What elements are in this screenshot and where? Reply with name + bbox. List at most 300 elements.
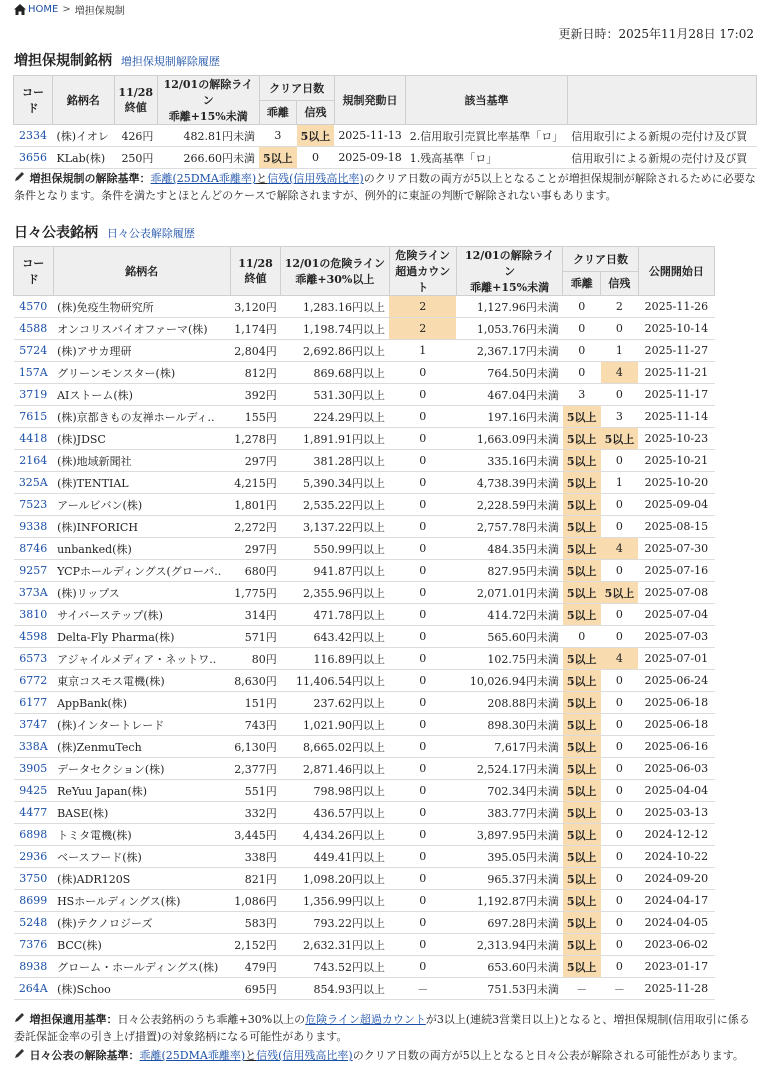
release-line: 7,617円未満: [456, 736, 563, 758]
kairi-link[interactable]: 乖離(25DMA乖離率): [139, 1049, 246, 1062]
col-shinzan: 信残: [297, 100, 335, 125]
release-line: 898.30円未満: [456, 714, 563, 736]
danger-line: 798.98円以上: [281, 780, 389, 802]
danger-line: 8,665.02円以上: [281, 736, 389, 758]
release-line: 764.50円未満: [456, 362, 563, 384]
close-price: 332円: [230, 802, 281, 824]
breadcrumb: [14, 2, 125, 17]
danger-line: 5,390.34円以上: [281, 472, 389, 494]
kairi-days: 5以上: [563, 472, 601, 494]
danger-count: 0: [389, 780, 456, 802]
shinzan-days: 0: [601, 758, 639, 780]
stock-code-link[interactable]: 157A: [14, 362, 54, 384]
start-date: 2025-11-21: [638, 362, 714, 384]
kairi-days: 5以上: [563, 780, 601, 802]
stock-code-link[interactable]: 2164: [14, 450, 54, 472]
table-row: [14, 494, 715, 516]
danger-count: 0: [389, 912, 456, 934]
col-description: [567, 76, 756, 125]
close-price: 821円: [230, 868, 281, 890]
danger-line: 237.62円以上: [281, 692, 389, 714]
table-row: [14, 626, 715, 648]
breadcrumb-current: 増担保規制: [74, 6, 125, 17]
stock-code-link[interactable]: 9257: [14, 560, 54, 582]
start-date: 2025-06-18: [638, 714, 714, 736]
danger-count: 2: [389, 296, 456, 318]
updated-timestamp: 更新日時：2025年11月28日 17:02: [558, 27, 754, 41]
start-date: 2025-07-30: [638, 538, 714, 560]
stock-code-link[interactable]: 3750: [14, 868, 54, 890]
table-row: [14, 648, 715, 670]
danger-line: 1,283.16円以上: [281, 296, 389, 318]
kairi-days: 5以上: [563, 736, 601, 758]
stock-code-link[interactable]: 6573: [14, 648, 54, 670]
danger-line: 381.28円以上: [281, 450, 389, 472]
kairi-days: 0: [563, 626, 601, 648]
shinzan-days: 0: [601, 868, 639, 890]
col-danger-line: 12/01の危険ライン 乖離+30%以上: [281, 247, 389, 296]
kairi-days: 5以上: [563, 692, 601, 714]
stock-code-link[interactable]: 325A: [14, 472, 54, 494]
stock-name: ベースフード(株): [53, 846, 230, 868]
col-criteria: 該当基準: [406, 76, 568, 125]
table-row: [14, 604, 715, 626]
note-zotanpo-criteria: 増担保適用基準：日々公表銘柄のうち乖離+30%以上の危険ライン超過カウントが3以上(連続3営業日以上)となると、増担保規制(信用取引に係る委託保証金率の引き上げ措置)の対象銘柄になる可能性があります。: [14, 1013, 750, 1043]
danger-line: 436.57円以上: [281, 802, 389, 824]
col-name: 銘柄名: [52, 76, 114, 125]
shinzan-days: 0: [601, 846, 639, 868]
hibi-history-link[interactable]: 日々公表解除履歴: [106, 227, 195, 240]
danger-count: 0: [389, 758, 456, 780]
section-title-text: 日々公表銘柄: [14, 225, 98, 241]
release-line: 482.81円未満: [157, 125, 259, 147]
close-price: 250円: [114, 147, 157, 169]
breadcrumb-home-link[interactable]: HOME: [28, 4, 59, 15]
stock-code-link[interactable]: 3810: [14, 604, 54, 626]
shinzan-days: 0: [601, 890, 639, 912]
danger-line: 793.22円以上: [281, 912, 389, 934]
stock-code-link[interactable]: 4418: [14, 428, 54, 450]
stock-name: データセクション(株): [53, 758, 230, 780]
stock-code-link[interactable]: 9338: [14, 516, 54, 538]
stock-name: (株)ADR120S: [53, 868, 230, 890]
start-date: 2025-07-03: [638, 626, 714, 648]
danger-line: 4,434.26円以上: [281, 824, 389, 846]
danger-count: 0: [389, 934, 456, 956]
shinzan-days: 0: [297, 147, 335, 169]
danger-line: 941.87円以上: [281, 560, 389, 582]
danger-line: 449.41円以上: [281, 846, 389, 868]
table-row: [14, 978, 715, 1000]
criteria-description: 信用取引による新規の売付け及び買: [567, 125, 756, 147]
start-date: 2025-10-23: [638, 428, 714, 450]
start-date: 2024-09-20: [638, 868, 714, 890]
danger-line: 2,692.86円以上: [281, 340, 389, 362]
kairi-days: 5以上: [259, 147, 297, 169]
danger-count: 0: [389, 560, 456, 582]
shinzan-days: 0: [601, 516, 639, 538]
danger-line: 1,098.20円以上: [281, 868, 389, 890]
start-date: 2024-12-12: [638, 824, 714, 846]
close-price: 297円: [230, 538, 281, 560]
stock-code-link[interactable]: 6772: [14, 670, 54, 692]
stock-code-link[interactable]: 8938: [14, 956, 54, 978]
danger-line: 2,871.46円以上: [281, 758, 389, 780]
shinzan-days: 0: [601, 912, 639, 934]
stock-code-link[interactable]: 3905: [14, 758, 54, 780]
close-price: 392円: [230, 384, 281, 406]
stock-name: (株)ZenmuTech: [53, 736, 230, 758]
danger-count: 2: [389, 318, 456, 340]
shinzan-days: 5以上: [297, 125, 335, 147]
table-row: [14, 472, 715, 494]
release-line: 1,053.76円未満: [456, 318, 563, 340]
start-date: 2024-04-17: [638, 890, 714, 912]
kairi-days: 5以上: [563, 912, 601, 934]
pencil-icon: [14, 170, 26, 182]
danger-count: 0: [389, 516, 456, 538]
table-row: [14, 736, 715, 758]
shinzan-days: 1: [601, 472, 639, 494]
danger-count: 0: [389, 824, 456, 846]
start-date: 2025-09-18: [334, 147, 405, 169]
start-date: 2025-07-01: [638, 648, 714, 670]
stock-code-link[interactable]: 3747: [14, 714, 54, 736]
danger-count: 0: [389, 626, 456, 648]
start-date: 2025-11-13: [334, 125, 405, 147]
stock-name: アールビバン(株): [53, 494, 230, 516]
kairi-days: 5以上: [563, 494, 601, 516]
stock-code-link[interactable]: 5724: [14, 340, 54, 362]
close-price: 151円: [230, 692, 281, 714]
stock-code-link[interactable]: 4588: [14, 318, 54, 340]
kairi-days: 5以上: [563, 846, 601, 868]
breadcrumb-separator: >: [62, 4, 71, 15]
shinzan-days: 1: [601, 340, 639, 362]
shinzan-days: 5以上: [601, 582, 639, 604]
stock-code-link[interactable]: 7376: [14, 934, 54, 956]
col-clear-days: クリア日数: [563, 247, 638, 272]
stock-name: 東京コスモス電機(株): [53, 670, 230, 692]
danger-count: 0: [389, 472, 456, 494]
close-price: 1,801円: [230, 494, 281, 516]
danger-line: 1,021.90円以上: [281, 714, 389, 736]
start-date: 2025-07-16: [638, 560, 714, 582]
start-date: 2025-06-03: [638, 758, 714, 780]
shinzan-days: 0: [601, 780, 639, 802]
col-code: コード: [14, 247, 54, 296]
criteria: 1.残高基準「ロ」: [406, 147, 568, 169]
shinzan-days: 4: [601, 648, 639, 670]
shinzan-days: －: [601, 978, 639, 1000]
col-start-date: 規制発動日: [334, 76, 405, 125]
shinzan-days: 0: [601, 802, 639, 824]
kairi-days: 5以上: [563, 450, 601, 472]
stock-code-link[interactable]: 3656: [14, 147, 53, 169]
kairi-days: 0: [563, 362, 601, 384]
stock-code-link[interactable]: 5248: [14, 912, 54, 934]
release-line: 1,192.87円未満: [456, 890, 563, 912]
section-title-zotanpo: [14, 50, 220, 70]
shinzan-link[interactable]: 信残(信用残高比率): [256, 1049, 353, 1062]
kairi-days: 5以上: [563, 956, 601, 978]
release-line: 2,071.01円未満: [456, 582, 563, 604]
stock-code-link[interactable]: 8746: [14, 538, 54, 560]
danger-count: 0: [389, 450, 456, 472]
danger-count: 0: [389, 714, 456, 736]
stock-name: アジャイルメディア・ネットワ..: [53, 648, 230, 670]
danger-line: 11,406.54円以上: [281, 670, 389, 692]
release-line: 484.35円未満: [456, 538, 563, 560]
col-start-date: 公開開始日: [638, 247, 714, 296]
shinzan-days: 0: [601, 714, 639, 736]
table-row: [14, 516, 715, 538]
table-row: [14, 428, 715, 450]
stock-code-link[interactable]: 4570: [14, 296, 54, 318]
stock-code-link[interactable]: 4477: [14, 802, 54, 824]
stock-name: (株)京都きもの友禅ホールディ..: [53, 406, 230, 428]
stock-name: BASE(株): [53, 802, 230, 824]
danger-count: 0: [389, 802, 456, 824]
col-code: コード: [14, 76, 53, 125]
close-price: 6,130円: [230, 736, 281, 758]
shinzan-days: 0: [601, 670, 639, 692]
shinzan-days: 4: [601, 362, 639, 384]
stock-code-link[interactable]: 264A: [14, 978, 54, 1000]
kairi-days: 0: [563, 318, 601, 340]
kairi-days: 5以上: [563, 714, 601, 736]
close-price: 680円: [230, 560, 281, 582]
release-line: 1,127.96円未満: [456, 296, 563, 318]
start-date: 2025-04-04: [638, 780, 714, 802]
release-line: 102.75円未満: [456, 648, 563, 670]
danger-line: 3,137.22円以上: [281, 516, 389, 538]
danger-count: 0: [389, 736, 456, 758]
stock-name: ReYuu Japan(株): [53, 780, 230, 802]
start-date: 2025-11-27: [638, 340, 714, 362]
shinzan-days: 0: [601, 824, 639, 846]
release-line: 3,897.95円未満: [456, 824, 563, 846]
kairi-days: 5以上: [563, 406, 601, 428]
stock-name: (株)インタートレード: [53, 714, 230, 736]
danger-count: 0: [389, 846, 456, 868]
table-row: [14, 780, 715, 802]
kairi-days: 5以上: [563, 670, 601, 692]
start-date: 2025-06-18: [638, 692, 714, 714]
pencil-icon: [14, 1011, 26, 1023]
stock-code-link[interactable]: 7523: [14, 494, 54, 516]
stock-name: オンコリスバイオファーマ(株): [53, 318, 230, 340]
kairi-days: 5以上: [563, 934, 601, 956]
start-date: 2025-11-28: [638, 978, 714, 1000]
kairi-days: 5以上: [563, 604, 601, 626]
kairi-days: 5以上: [563, 868, 601, 890]
close-price: 1,086円: [230, 890, 281, 912]
danger-line: 1,198.74円以上: [281, 318, 389, 340]
kairi-days: 5以上: [563, 824, 601, 846]
stock-name: サイバーステップ(株): [53, 604, 230, 626]
stock-name: トミタ電機(株): [53, 824, 230, 846]
table-row: [14, 147, 757, 169]
shinzan-days: 0: [601, 384, 639, 406]
start-date: 2023-06-02: [638, 934, 714, 956]
kairi-days: 5以上: [563, 648, 601, 670]
table-row: [14, 692, 715, 714]
stock-name: YCPホールディングス(グローバ..: [53, 560, 230, 582]
close-price: 2,272円: [230, 516, 281, 538]
stock-code-link[interactable]: 8699: [14, 890, 54, 912]
col-release-line: 12/01の解除ライン 乖離+15%未満: [157, 76, 259, 125]
note-zotanpo-release: 増担保規制の解除基準：乖離(25DMA乖離率)と信残(信用残高比率)のクリア日数の両方が5以上となることが増担保規制が解除されるために必要な条件となります。条件を満たすとほとんどのケースで解除されますが、例外的に東証の判断で解除されない事もあります。: [14, 172, 756, 202]
pencil-icon: [14, 1047, 26, 1059]
danger-count: 0: [389, 428, 456, 450]
stock-code-link[interactable]: 2334: [14, 125, 53, 147]
col-release-line: 12/01の解除ライン 乖離+15%未満: [456, 247, 563, 296]
hibi-table: [13, 246, 715, 1000]
table-row: [14, 912, 715, 934]
shinzan-days: 2: [601, 296, 639, 318]
stock-code-link[interactable]: 9425: [14, 780, 54, 802]
close-price: 426円: [114, 125, 157, 147]
danger-count: 0: [389, 494, 456, 516]
kairi-days: 0: [563, 340, 601, 362]
start-date: 2025-09-04: [638, 494, 714, 516]
table-row: [14, 318, 715, 340]
table-row: [14, 296, 715, 318]
danger-count: 0: [389, 648, 456, 670]
close-price: 155円: [230, 406, 281, 428]
release-line: 1,663.09円未満: [456, 428, 563, 450]
release-line: 208.88円未満: [456, 692, 563, 714]
shinzan-days: 0: [601, 692, 639, 714]
table-row: [14, 362, 715, 384]
table-row: [14, 824, 715, 846]
start-date: 2025-06-16: [638, 736, 714, 758]
close-price: 479円: [230, 956, 281, 978]
table-row: [14, 802, 715, 824]
danger-count: 0: [389, 670, 456, 692]
stock-name: unbanked(株): [53, 538, 230, 560]
stock-name: グローム・ホールディングス(株): [53, 956, 230, 978]
stock-code-link[interactable]: 7615: [14, 406, 54, 428]
danger-line: 116.89円以上: [281, 648, 389, 670]
release-line: 2,367.17円未満: [456, 340, 563, 362]
close-price: 1,775円: [230, 582, 281, 604]
start-date: 2025-08-15: [638, 516, 714, 538]
danger-line: 643.42円以上: [281, 626, 389, 648]
col-name: 銘柄名: [53, 247, 230, 296]
danger-count: 0: [389, 692, 456, 714]
kairi-days: 3: [563, 384, 601, 406]
table-row: [14, 956, 715, 978]
stock-name: KLab(株): [52, 147, 114, 169]
release-line: 2,313.94円未満: [456, 934, 563, 956]
stock-name: Delta-Fly Pharma(株): [53, 626, 230, 648]
close-price: 551円: [230, 780, 281, 802]
close-price: 3,120円: [230, 296, 281, 318]
close-price: 583円: [230, 912, 281, 934]
close-price: 4,215円: [230, 472, 281, 494]
col-close: 11/28 終値: [230, 247, 281, 296]
release-line: 702.34円未満: [456, 780, 563, 802]
release-line: 335.16円未満: [456, 450, 563, 472]
start-date: 2025-11-26: [638, 296, 714, 318]
danger-line: 1,891.91円以上: [281, 428, 389, 450]
stock-code-link[interactable]: 6898: [14, 824, 54, 846]
danger-count: 0: [389, 406, 456, 428]
stock-code-link[interactable]: 338A: [14, 736, 54, 758]
table-row: [14, 125, 757, 147]
release-line: 10,026.94円未満: [456, 670, 563, 692]
danger-count-link[interactable]: 危険ライン超過カウント: [305, 1013, 426, 1026]
stock-name: HSホールディングス(株): [53, 890, 230, 912]
release-line: 4,738.39円未満: [456, 472, 563, 494]
shinzan-days: 0: [601, 318, 639, 340]
start-date: 2025-10-14: [638, 318, 714, 340]
close-price: 2,804円: [230, 340, 281, 362]
close-price: 1,278円: [230, 428, 281, 450]
note-hibi-release: 日々公表の解除基準：乖離(25DMA乖離率)と信残(信用残高比率)のクリア日数の両方が5以上となると日々公表が解除される可能性があります。: [14, 1047, 758, 1064]
stock-name: グリーンモンスター(株): [53, 362, 230, 384]
stock-name: (株)JDSC: [53, 428, 230, 450]
shinzan-link[interactable]: 信残(信用残高比率): [267, 172, 364, 185]
danger-count: 1: [389, 340, 456, 362]
start-date: 2025-10-20: [638, 472, 714, 494]
kairi-days: 5以上: [563, 516, 601, 538]
start-date: 2025-07-04: [638, 604, 714, 626]
stock-code-link[interactable]: 4598: [14, 626, 54, 648]
table-row: [14, 340, 715, 362]
shinzan-days: 0: [601, 626, 639, 648]
release-line: 2,524.17円未満: [456, 758, 563, 780]
kairi-days: 3: [259, 125, 297, 147]
close-price: 1,174円: [230, 318, 281, 340]
kairi-days: 5以上: [563, 560, 601, 582]
stock-name: (株)イオレ: [52, 125, 114, 147]
shinzan-days: 5以上: [601, 428, 639, 450]
danger-line: 471.78円以上: [281, 604, 389, 626]
stock-code-link[interactable]: 2936: [14, 846, 54, 868]
stock-name: (株)Schoo: [53, 978, 230, 1000]
stock-code-link[interactable]: 3719: [14, 384, 54, 406]
start-date: 2025-07-08: [638, 582, 714, 604]
table-row: [14, 384, 715, 406]
close-price: 80円: [230, 648, 281, 670]
zotanpo-history-link[interactable]: 増担保規制解除履歴: [120, 55, 220, 68]
table-row: [14, 406, 715, 428]
danger-count: 0: [389, 868, 456, 890]
shinzan-days: 0: [601, 956, 639, 978]
kairi-link[interactable]: 乖離(25DMA乖離率): [150, 172, 257, 185]
close-price: 812円: [230, 362, 281, 384]
stock-code-link[interactable]: 6177: [14, 692, 54, 714]
kairi-days: 0: [563, 296, 601, 318]
table-row: [14, 538, 715, 560]
table-row: [14, 670, 715, 692]
danger-line: 869.68円以上: [281, 362, 389, 384]
table-row: [14, 450, 715, 472]
close-price: 743円: [230, 714, 281, 736]
danger-line: 743.52円以上: [281, 956, 389, 978]
stock-name: (株)アサカ理研: [53, 340, 230, 362]
shinzan-days: 0: [601, 934, 639, 956]
col-danger-count: 危険ライン 超過カウント: [389, 247, 456, 296]
danger-count: 0: [389, 362, 456, 384]
stock-code-link[interactable]: 373A: [14, 582, 54, 604]
release-line: 751.53円未満: [456, 978, 563, 1000]
criteria: 2.信用取引売買比率基準「ロ」: [406, 125, 568, 147]
criteria-description: 信用取引による新規の売付け及び買: [567, 147, 756, 169]
